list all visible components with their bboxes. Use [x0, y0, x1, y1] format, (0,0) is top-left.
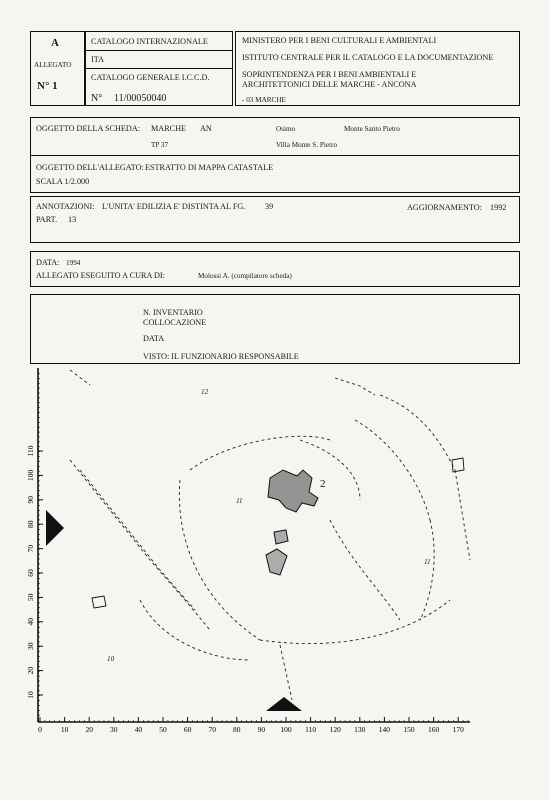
y-tick-label: 10	[26, 691, 35, 699]
x-tick-label: 20	[85, 725, 93, 734]
catalogo-internazionale-label: CATALOGO INTERNAZIONALE	[91, 37, 208, 46]
x-tick-label: 160	[427, 725, 440, 734]
parcel-label-11b: 11	[424, 558, 431, 566]
esecuzione-section	[30, 251, 520, 287]
allegato-eseguito-value: Molossi A. (compilatore scheda)	[198, 272, 292, 280]
annotazioni-foglio: 39	[265, 202, 274, 211]
oggetto-scheda-regione: MARCHE	[151, 124, 187, 133]
x-tick-label: 130	[354, 725, 366, 734]
oggetto-scheda-label: OGGETTO DELLA SCHEDA:	[36, 124, 141, 133]
data-value: 1994	[66, 259, 81, 267]
aggiornamento-value: 1992	[490, 203, 507, 212]
y-tick-label: 70	[26, 544, 35, 553]
oggetto-allegato-label: OGGETTO DELL'ALLEGATO:	[36, 163, 144, 172]
istituto-text: ISTITUTO CENTRALE PER IL CATALOGO E LA DOCUMENTAZIONE	[242, 53, 494, 62]
aggiornamento-label: AGGIORNAMENTO:	[407, 203, 482, 212]
x-tick-label: 140	[378, 725, 391, 734]
visto-label: VISTO: IL FUNZIONARIO RESPONSABILE	[143, 352, 299, 361]
oggetto-scheda-provincia: AN	[200, 124, 212, 133]
collocazione-label: COLLOCAZIONE	[143, 318, 207, 327]
y-tick-label: 60	[26, 569, 35, 577]
catalogo-internazionale-value: ITA	[91, 55, 104, 64]
part-value: 13	[68, 215, 77, 224]
x-tick-label: 120	[329, 725, 341, 734]
y-tick-label: 80	[26, 520, 35, 528]
left-marker-arrow	[46, 510, 64, 546]
catalogo-divider-2	[85, 68, 233, 69]
oggetto-scheda-localita: Monte Santo Pietro	[344, 125, 400, 133]
oggetto-scheda-codice: TP 37	[151, 141, 169, 149]
x-tick-label: 10	[60, 725, 69, 734]
x-tick-label: 70	[208, 725, 216, 734]
oggetto-allegato-value: ESTRATTO DI MAPPA CATASTALE	[145, 163, 274, 172]
y-tick-label: 40	[26, 618, 35, 626]
allegato-number: N° 1	[37, 80, 58, 92]
x-tick-label: 110	[305, 725, 317, 734]
y-axis-ticks	[26, 374, 43, 720]
soprintendenza-line2: ARCHITETTONICI DELLE MARCHE - ANCONA	[242, 80, 417, 89]
y-tick-label: 30	[26, 642, 35, 650]
parcel-boundaries	[70, 370, 470, 700]
oggetto-divider	[30, 155, 520, 156]
y-tick-label: 90	[26, 496, 35, 504]
small-building-left	[92, 458, 464, 608]
allegato-letter: A	[51, 37, 59, 49]
secondary-building	[266, 530, 288, 575]
numero-label: N°	[91, 93, 103, 104]
annotazioni-value: L'UNITA' EDILIZIA E' DISTINTA AL FG.	[102, 202, 246, 211]
x-tick-label: 100	[280, 725, 292, 734]
catalogo-generale-label: CATALOGO GENERALE I.C.C.D.	[91, 73, 210, 82]
allegato-label: ALLEGATO	[34, 61, 72, 69]
oggetto-scheda-comune: Osimo	[276, 125, 296, 133]
parcel-label-2: 2	[320, 478, 326, 490]
allegato-eseguito-label: ALLEGATO ESEGUITO A CURA DI:	[36, 271, 165, 280]
x-tick-label: 0	[38, 725, 42, 734]
soprintendenza-line1: SOPRINTENDENZA PER I BENI AMBIENTALI E	[242, 70, 417, 79]
scala-text: SCALA 1/2.000	[36, 177, 90, 186]
x-tick-label: 60	[183, 725, 192, 734]
y-tick-label: 100	[26, 469, 35, 482]
x-tick-label: 80	[233, 725, 241, 734]
data-inventario-label: DATA	[143, 334, 165, 343]
ministero-text: MINISTERO PER I BENI CULTURALI E AMBIENTALI	[242, 36, 437, 45]
regione-text: - 03 MARCHE	[242, 96, 286, 104]
n-inventario-label: N. INVENTARIO	[143, 308, 203, 317]
x-tick-label: 50	[159, 725, 167, 734]
x-tick-label: 150	[403, 725, 415, 734]
parcel-label-11a: 11	[236, 497, 243, 505]
part-label: PART.	[36, 215, 58, 224]
parcel-label-12: 12	[201, 388, 209, 396]
y-tick-label: 50	[26, 593, 35, 602]
x-tick-label: 30	[110, 725, 118, 734]
main-building-hatched	[268, 470, 318, 512]
bottom-marker-arrow	[266, 697, 302, 711]
numero-value: 11/00050040	[114, 93, 167, 104]
annotazioni-label: ANNOTAZIONI:	[36, 202, 95, 211]
catalogo-divider	[85, 50, 233, 51]
y-tick-label: 110	[26, 445, 35, 457]
data-label: DATA:	[36, 258, 60, 267]
y-tick-label: 20	[26, 666, 35, 675]
x-axis-ticks	[38, 717, 468, 734]
x-tick-label: 40	[134, 725, 143, 734]
x-tick-label: 170	[452, 725, 464, 734]
x-tick-label: 90	[257, 725, 266, 734]
oggetto-scheda-indirizzo: Villa Monte S. Pietro	[276, 141, 338, 149]
parcel-label-10: 10	[107, 655, 115, 663]
